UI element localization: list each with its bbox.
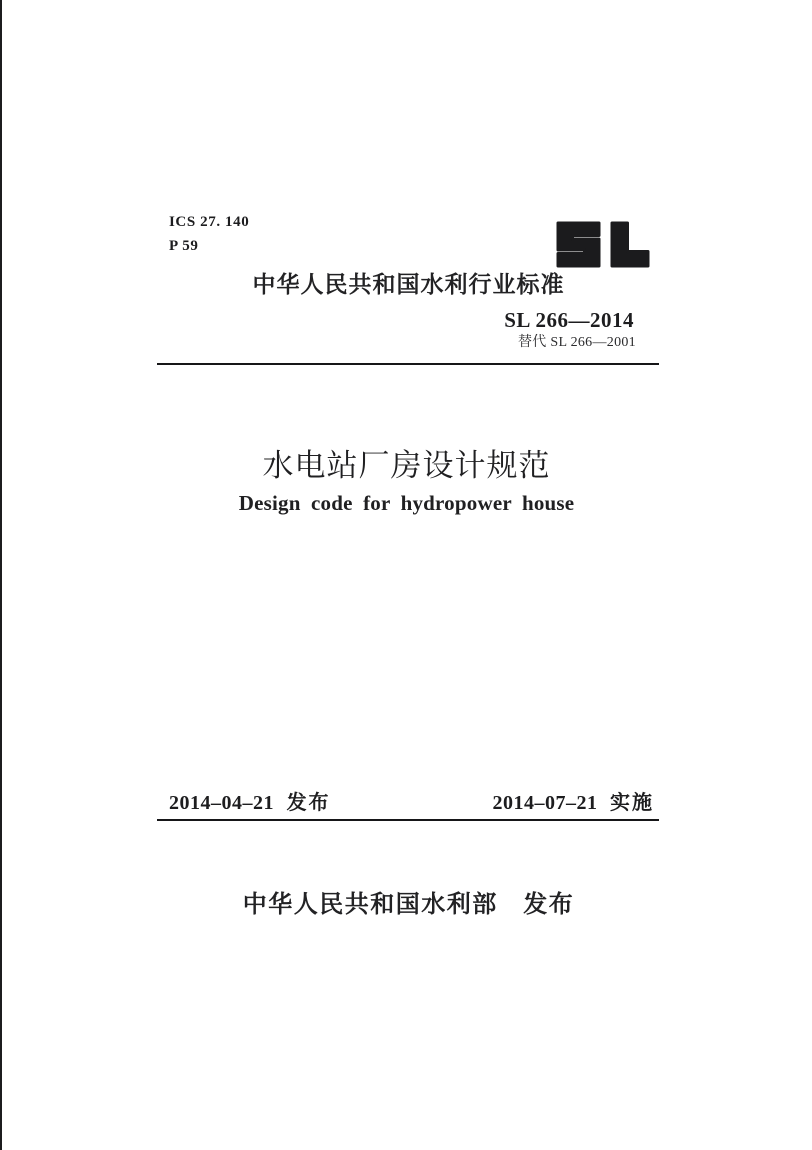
sl-logo-icon [556, 221, 650, 268]
header-divider-rule [157, 363, 659, 365]
standard-number: SL 266—2014 [504, 308, 634, 332]
implementation-date-line [492, 786, 654, 815]
sl-logo [556, 221, 650, 268]
implementation-date-label: 实施 [610, 792, 654, 814]
scan-edge-artifact [0, 0, 2, 1150]
document-title-english: Design code for hydropower house [238, 491, 575, 515]
publisher-line: 中华人民共和国水利部 发布 [242, 891, 575, 918]
issue-date-line [169, 786, 331, 815]
implementation-date-value: 2014–07–21 [492, 792, 598, 814]
footer-divider-rule [157, 819, 659, 821]
classification-code: P 59 [169, 238, 199, 254]
ics-code: ICS 27. 140 [169, 214, 250, 230]
issue-date-value: 2014–04–21 [169, 792, 274, 814]
issue-date-label: 发布 [286, 792, 331, 814]
superseded-standard-note: 替代 SL 266—2001 [517, 335, 636, 350]
standard-category-heading: 中华人民共和国水利行业标准 [252, 271, 565, 297]
document-title-chinese: 水电站厂房设计规范 [262, 448, 551, 483]
